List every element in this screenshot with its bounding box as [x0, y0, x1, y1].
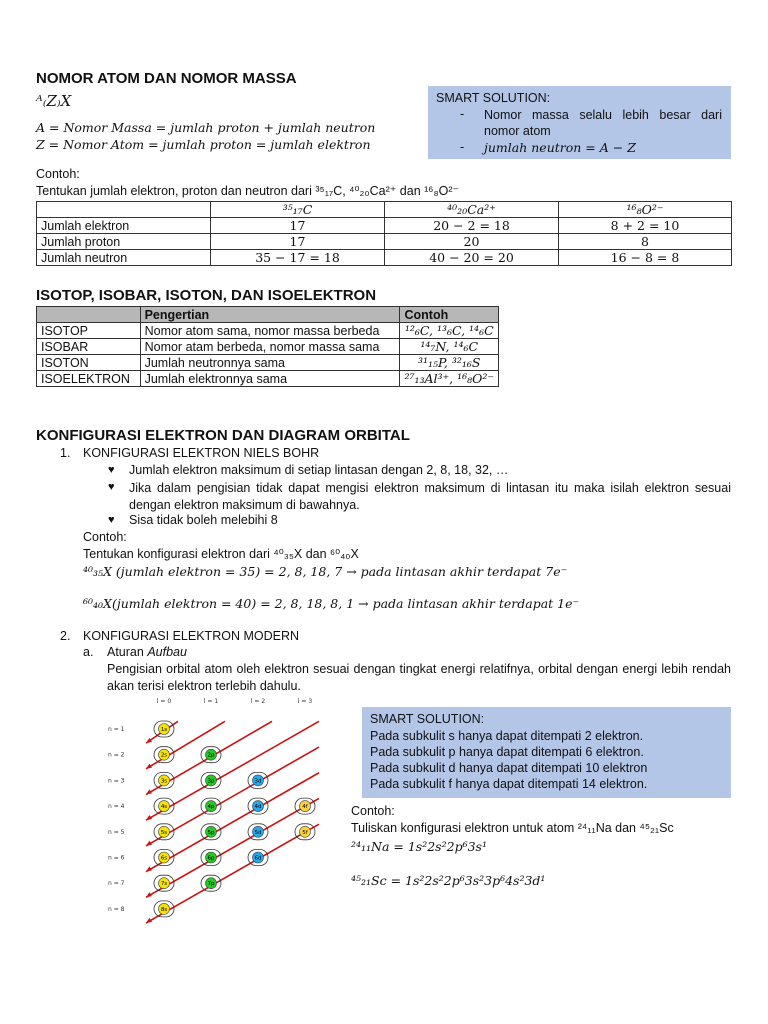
orbital-label: 4f	[302, 804, 308, 811]
smart-solution-title: SMART SOLUTION:	[370, 712, 485, 726]
bullet-text: Jika dalam pengisian tidak dapat mengisi elektron maksimum di lintasan itu maka isilah elektron sesuai dengan elektron maksimum di bawahnya.	[129, 481, 731, 512]
orbital-label: 3s	[160, 778, 168, 785]
table-cell: ISOELEKTRON	[37, 371, 141, 387]
smart-solution-line: Pada subkulit s hanya dapat ditempati 2 elektron.	[370, 729, 644, 743]
diagonal-arrow-line	[146, 773, 319, 872]
orbital-label: 4p	[207, 804, 215, 811]
table-cell: ¹⁴₇N, ¹⁴₆C	[400, 339, 499, 355]
aufbau-title-emphasis: Aufbau	[147, 645, 187, 659]
na-configuration: ²⁴₁₁Na = 1s²2s²2p⁶3s¹	[351, 839, 487, 854]
orbital-label: 4d	[254, 804, 262, 811]
contoh-label: Contoh:	[351, 804, 395, 818]
dash-icon: -	[460, 107, 465, 121]
table-header-row	[37, 202, 732, 218]
bohr-answer-1: ⁴⁰₃₅X (jumlah elektron = 35) = 2, 8, 18, 7 → pada lintasan akhir terdapat 7e⁻	[83, 564, 568, 579]
orbital-label: 5s	[160, 829, 168, 836]
heart-bullet-icon: ♥	[108, 481, 115, 493]
table-cell: 35 − 17 = 18	[211, 250, 385, 266]
table-cell: Jumlah proton	[37, 234, 211, 250]
table-cell: Jumlah elektronnya sama	[140, 371, 400, 387]
table-cell: 8 + 2 = 10	[559, 218, 732, 234]
sc-configuration: ⁴⁵₂₁Sc = 1s²2s²2p⁶3s²3p⁶4s²3d¹	[351, 873, 546, 888]
table-cell: 17	[211, 218, 385, 234]
n-axis-label: n = 2	[108, 751, 125, 759]
table-header: Pengertian	[140, 307, 400, 323]
table-row	[37, 339, 499, 355]
table-row	[37, 355, 499, 371]
table-header	[37, 307, 141, 323]
table-cell: Jumlah elektron	[37, 218, 211, 234]
table-cell: Nomor atom sama, nomor massa berbeda	[140, 323, 400, 339]
smart-solution-line: Pada subkulit d hanya dapat ditempati 10 elektron	[370, 761, 648, 775]
orbital-label: 5d	[254, 829, 262, 836]
orbital-label: 6p	[207, 855, 215, 862]
table-header: ³⁵₁₇C	[211, 202, 385, 218]
table-cell: ³¹₁₅P, ³²₁₆S	[400, 355, 499, 371]
isotope-table	[36, 306, 499, 387]
table-cell: Nomor atam berbeda, nomor massa sama	[140, 339, 400, 355]
n-axis-label: n = 4	[108, 803, 125, 811]
table-cell: ISOTON	[37, 355, 141, 371]
table-cell: ISOTOP	[37, 323, 141, 339]
orbital-label: 8s	[160, 906, 168, 913]
heart-bullet-icon: ♥	[108, 514, 115, 526]
orbital-label: 1s	[160, 727, 168, 733]
table-cell: 16 − 8 = 8	[559, 250, 732, 266]
contoh-label: Contoh:	[83, 530, 127, 544]
table-header: ¹⁶₈O²⁻	[559, 202, 732, 218]
diagonal-arrow-line	[146, 721, 319, 820]
subsection-title-bohr: KONFIGURASI ELEKTRON NIELS BOHR	[83, 446, 320, 460]
n-axis-label: n = 1	[108, 726, 125, 733]
table-cell: 17	[211, 234, 385, 250]
smart-solution-item: Nomor massa selalu lebih besar dari nomor atom	[484, 108, 722, 138]
n-axis-label: n = 7	[108, 880, 125, 888]
aufbau-title	[107, 645, 187, 659]
table-row	[37, 218, 732, 234]
orbital-label: 2s	[160, 752, 168, 759]
contoh-label: Contoh:	[36, 167, 80, 181]
bullet-text: Jumlah elektron maksimum di setiap lintasan dengan 2, 8, 18, 32, …	[129, 463, 509, 477]
bohr-question: Tentukan konfigurasi elektron dari ⁴⁰₃₅X dan ⁶⁰₄₀X	[83, 547, 359, 561]
table-row	[37, 250, 732, 266]
section-title-isotope: ISOTOP, ISOBAR, ISOTON, DAN ISOELEKTRON	[36, 287, 377, 304]
smart-solution-title: SMART SOLUTION:	[436, 91, 551, 105]
list-number: 2.	[60, 629, 71, 643]
diagonal-arrow-line	[146, 824, 319, 923]
table-cell: ¹²₆C, ¹³₆C, ¹⁴₆C	[400, 323, 499, 339]
table-cell: 40 − 20 = 20	[385, 250, 559, 266]
modern-question: Tuliskan konfigurasi elektron untuk atom ²⁴₁₁Na dan ⁴⁵₂₁Sc	[351, 821, 674, 835]
table-header-row	[37, 307, 499, 323]
n-axis-label: n = 3	[108, 777, 125, 785]
list-number: 1.	[60, 446, 71, 460]
table-header: ⁴⁰₂₀Ca²⁺	[385, 202, 559, 218]
table-cell: Jumlah neutronnya sama	[140, 355, 400, 371]
aufbau-title-prefix: Aturan	[107, 645, 148, 659]
diagram-layer	[108, 698, 319, 923]
diagonal-arrow-line	[146, 747, 319, 846]
equation-atomic-number: Z = Nomor Atom = jumlah proton = jumlah elektron	[36, 137, 371, 152]
nuclide-notation: ᴬ₍Z₎X	[36, 92, 72, 110]
dash-icon: -	[460, 140, 465, 154]
section-title-atom-number: NOMOR ATOM DAN NOMOR MASSA	[36, 70, 297, 87]
smart-solution-item: jumlah neutron = A − Z	[484, 140, 636, 155]
orbital-label: 5p	[207, 829, 215, 836]
aufbau-description: Pengisian orbital atom oleh elektron sesuai dengan tingkat energi relatifnya, orbital dengan energi lebih rendah akan terisi elektron terlebih dahulu.	[107, 662, 731, 693]
aufbau-diagram	[100, 695, 350, 925]
orbital-label: 4s	[160, 804, 168, 811]
orbital-label: 2p	[207, 752, 215, 759]
table-cell: ²⁷₁₃Al³⁺, ¹⁶₈O²⁻	[400, 371, 499, 387]
orbital-label: 6d	[254, 855, 262, 862]
table-cell: 20 − 2 = 18	[385, 218, 559, 234]
subsection-title-modern: KONFIGURASI ELEKTRON MODERN	[83, 629, 299, 643]
orbital-label: 7s	[160, 881, 168, 888]
orbital-label: 7p	[207, 881, 215, 888]
smart-solution-box-1	[428, 86, 731, 159]
equation-mass-number: A = Nomor Massa = jumlah proton + jumlah neutron	[36, 120, 376, 135]
table-cell: Jumlah neutron	[37, 250, 211, 266]
bullet-text: Sisa tidak boleh melebihi 8	[129, 513, 278, 527]
l-axis-label: l = 2	[250, 698, 266, 705]
smart-solution-line: Pada subkulit f hanya dapat ditempati 14 elektron.	[370, 777, 648, 791]
table-row	[37, 371, 499, 387]
orbital-label: 3d	[254, 778, 262, 785]
orbital-label: 3p	[207, 778, 215, 785]
l-axis-label: l = 0	[156, 698, 172, 705]
l-axis-label: l = 3	[297, 698, 313, 705]
diagonal-arrow-line	[146, 798, 319, 897]
l-axis-label: l = 1	[203, 698, 219, 705]
table-cell: ISOBAR	[37, 339, 141, 355]
example-question: Tentukan jumlah elektron, proton dan neutron dari ³⁵₁₇C, ⁴⁰₂₀Ca²⁺ dan ¹⁶₈O²⁻	[36, 184, 460, 198]
orbital-label: 6s	[160, 855, 168, 862]
table-header: Contoh	[400, 307, 499, 323]
smart-solution-box-2	[362, 707, 731, 798]
smart-solution-line: Pada subkulit p hanya dapat ditempati 6 elektron.	[370, 745, 644, 759]
table-row	[37, 323, 499, 339]
particle-count-table	[36, 201, 732, 266]
table-cell: 20	[385, 234, 559, 250]
n-axis-label: n = 6	[108, 854, 125, 862]
n-axis-label: n = 8	[108, 905, 125, 913]
orbital-label: 5f	[302, 829, 308, 836]
heart-bullet-icon: ♥	[108, 464, 115, 476]
bohr-answer-2: ⁶⁰₄₀X(jumlah elektron = 40) = 2, 8, 18, 8, 1 → pada lintasan akhir terdapat 1e⁻	[83, 596, 580, 611]
n-axis-label: n = 5	[108, 828, 125, 836]
section-title-configuration: KONFIGURASI ELEKTRON DAN DIAGRAM ORBITAL	[36, 427, 410, 444]
list-letter: a.	[83, 645, 94, 659]
table-row	[37, 234, 732, 250]
table-cell: 8	[559, 234, 732, 250]
table-cell	[37, 202, 211, 218]
